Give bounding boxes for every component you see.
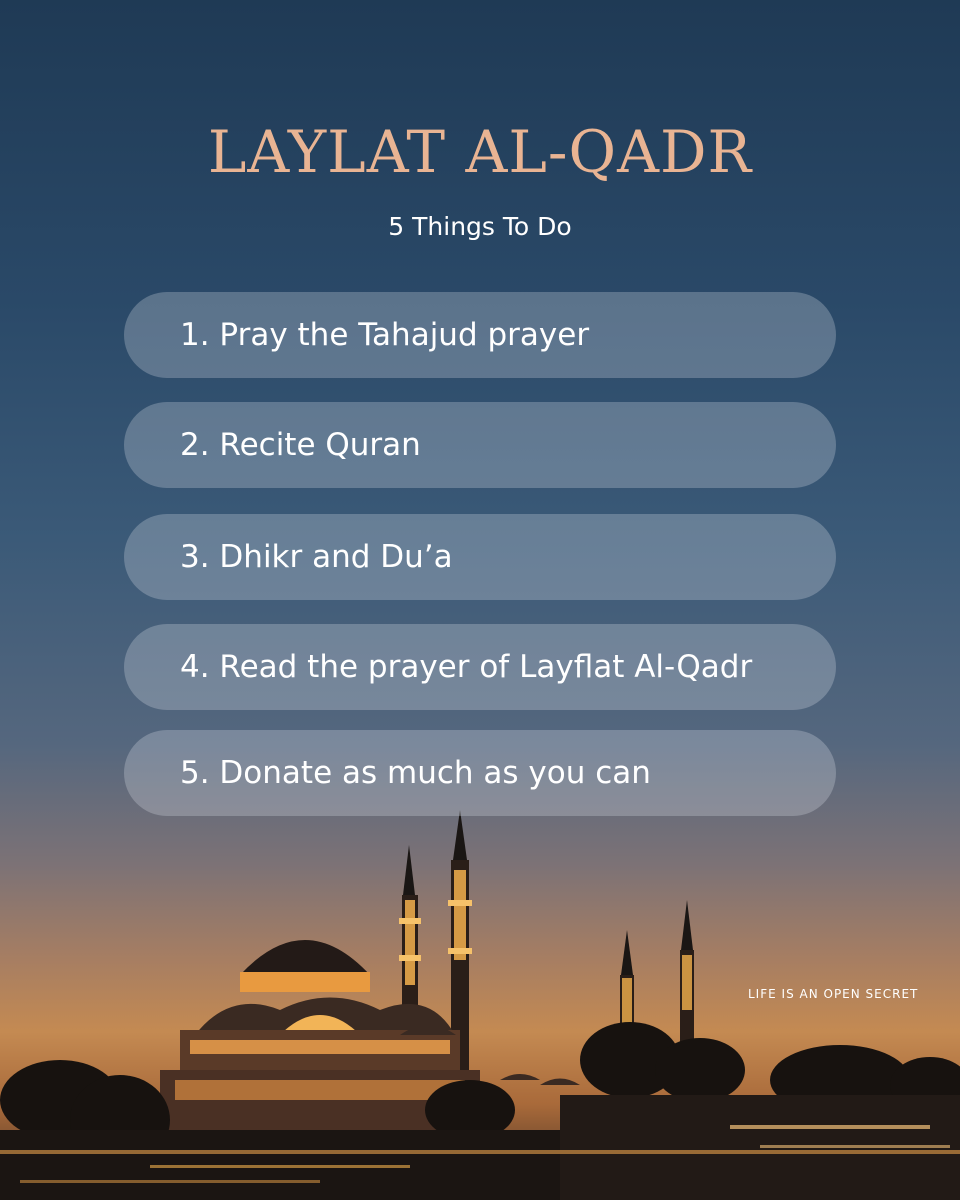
list-item-read-prayer[interactable]: 4. Read the prayer of Layflat Al-Qadr [124,624,836,710]
list-item-donate[interactable]: 5. Donate as much as you can [124,730,836,816]
minaret-right [680,900,694,1060]
list-item-dhikr-dua[interactable]: 3. Dhikr and Du’a [124,514,836,600]
minaret-left [399,845,421,1025]
mosque-main-dome [160,940,580,1140]
page-title: LAYLAT AL-QADR [207,118,753,186]
page-subtitle: 5 Things To Do [388,212,572,241]
list-item-recite-quran[interactable]: 2. Recite Quran [124,402,836,488]
list-item-pray-tahajud[interactable]: 1. Pray the Tahajud prayer [124,292,836,378]
watermark-text: LIFE IS AN OPEN SECRET [748,987,919,1001]
